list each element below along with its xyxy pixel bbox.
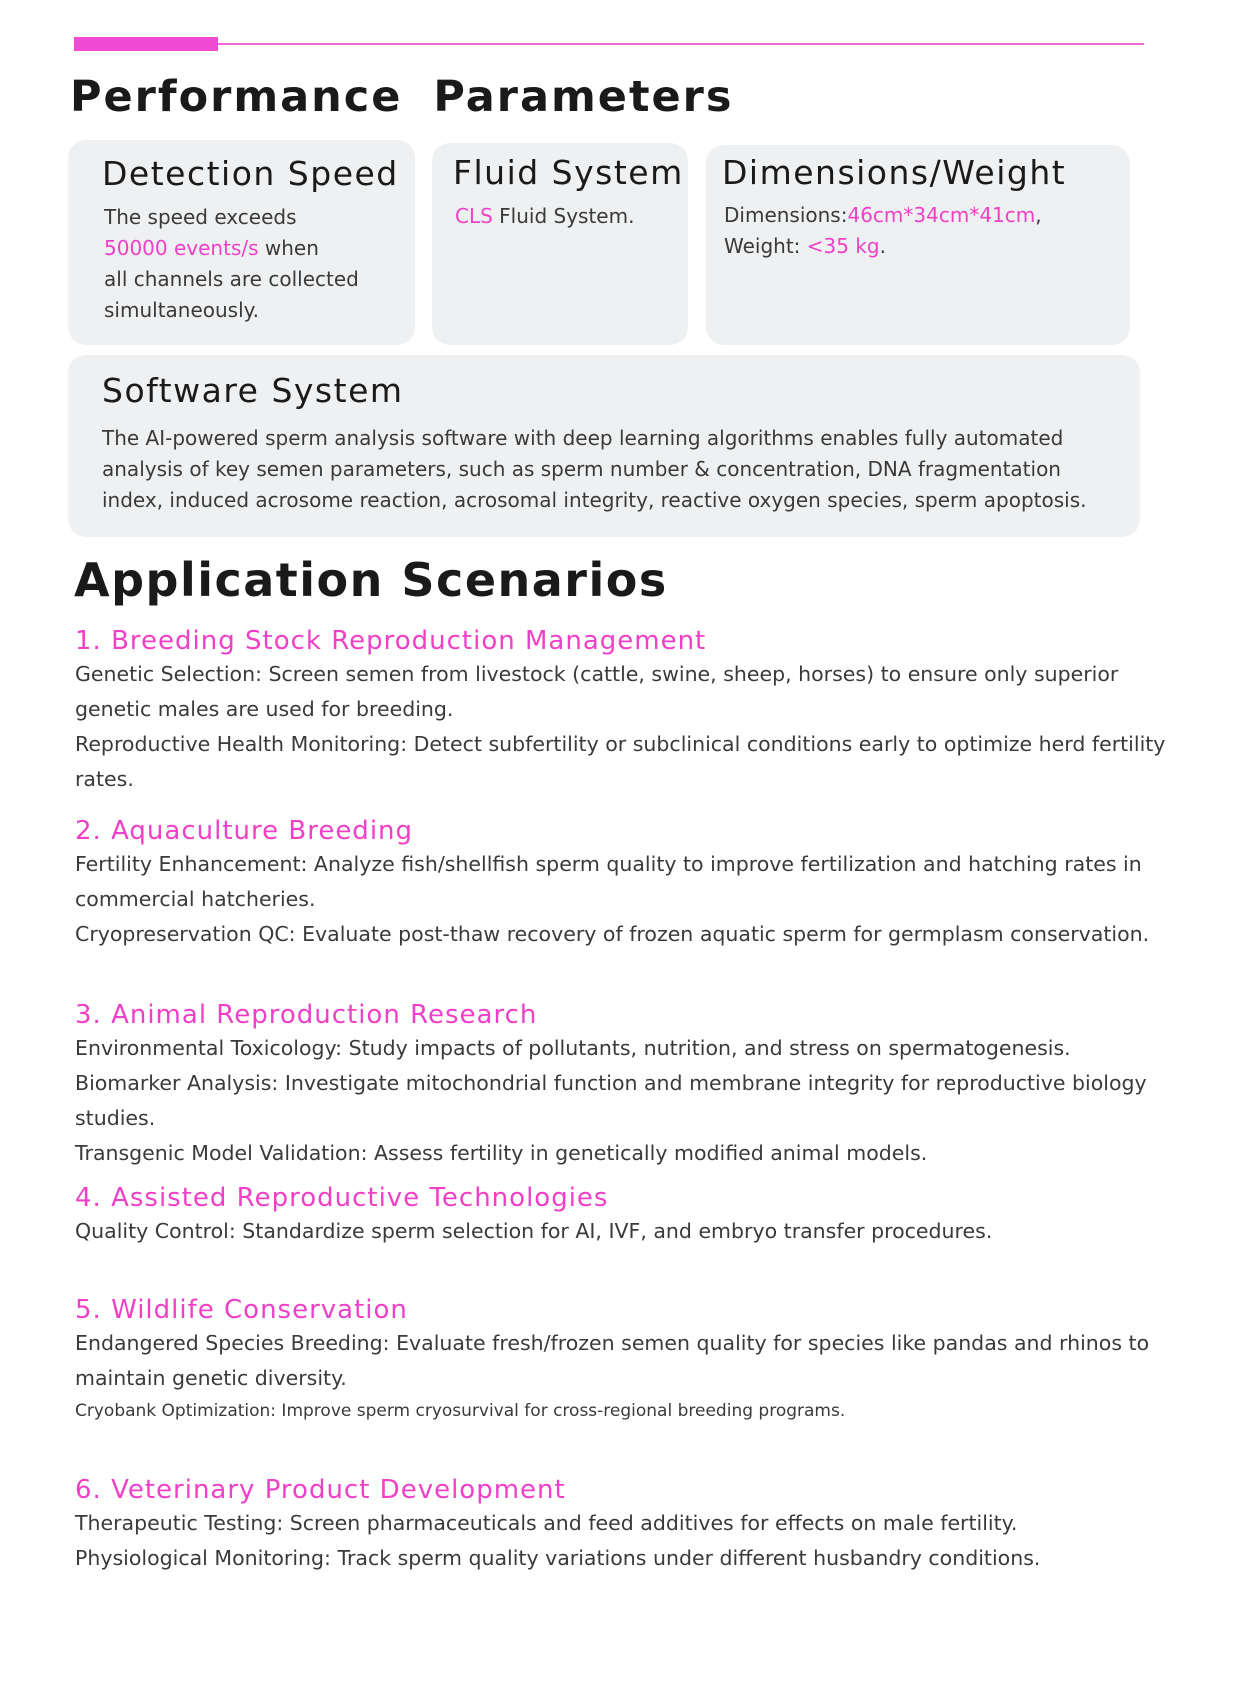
speed-line-2: when [258,236,319,260]
detection-speed-text [104,202,404,326]
scenario-line: Physiological Monitoring: Track sperm quality variations under different husbandry conditions. [75,1546,1041,1570]
top-divider-line [74,43,1144,45]
dimensions-weight-text [724,200,1042,262]
fluid-system-text [455,201,634,232]
fluid-rest: Fluid System. [492,204,635,228]
scenario-item [75,999,1195,1171]
speed-highlight: 50000 events/s [104,236,259,260]
scenario-line: Endangered Species Breeding: Evaluate fresh/frozen semen quality for species like pandas and rhinos to maintain genetic diversity. [75,1331,1150,1390]
scenario-heading: 1. Breeding Stock Reproduction Management [75,626,707,656]
scenario-heading: 2. Aquaculture Breeding [75,816,414,846]
scenario-item [75,1182,992,1249]
fluid-system-card [432,143,688,345]
weight-end: . [879,234,886,258]
weight-label: Weight: [724,234,801,258]
detection-speed-card [68,140,415,345]
fluid-system-title: Fluid System [453,153,684,192]
scenario-heading: 4. Assisted Reproductive Technologies [75,1183,609,1213]
fluid-highlight: CLS [455,204,493,228]
scenario-heading: 3. Animal Reproduction Research [75,1000,538,1030]
scenario-line: Quality Control: Standardize sperm selection for AI, IVF, and embryo transfer procedures. [75,1219,993,1243]
scenario-heading: 5. Wildlife Conservation [75,1295,408,1325]
scenario-line: Fertility Enhancement: Analyze fish/shellfish sperm quality to improve fertilization and hatching rates in commercial hatcheries. [75,852,1142,911]
scenario-line: Genetic Selection: Screen semen from livestock (cattle, swine, sheep, horses) to ensure only superior genetic males are used for breeding. [75,662,1119,721]
speed-line-4: simultaneously. [104,298,259,322]
dimensions-weight-card [706,145,1130,345]
software-system-title: Software System [102,371,404,410]
scenario-line: Therapeutic Testing: Screen pharmaceuticals and feed additives for effects on male fertility. [75,1511,1018,1535]
software-system-card [68,355,1140,537]
scenario-line: Reproductive Health Monitoring: Detect subfertility or subclinical conditions early to optimize herd fertility rates. [75,732,1166,791]
scenario-line: Environmental Toxicology: Study impacts of pollutants, nutrition, and stress on spermatogenesis. [75,1036,1071,1060]
dimensions-end: , [1035,203,1042,227]
scenario-line: Cryopreservation QC: Evaluate post-thaw recovery of frozen aquatic sperm for germplasm conservation. [75,922,1150,946]
performance-title: Performance Parameters [70,72,734,122]
dimensions-label: Dimensions: [724,203,848,227]
speed-line-3: all channels are collected [104,267,359,291]
detection-speed-title: Detection Speed [102,154,399,193]
scenario-item [75,1294,1195,1426]
scenario-heading: 6. Veterinary Product Development [75,1475,566,1505]
application-scenarios-title: Application Scenarios [74,553,668,607]
scenario-line: Transgenic Model Validation: Assess fertility in genetically modified animal models. [75,1141,928,1165]
dimensions-weight-title: Dimensions/Weight [722,153,1067,192]
scenario-line: Biomarker Analysis: Investigate mitochondrial function and membrane integrity for reproductive biology studies. [75,1071,1147,1130]
top-accent-bar [74,37,218,51]
weight-value: <35 kg [806,234,880,258]
scenario-line: Cryobank Optimization: Improve sperm cryosurvival for cross-regional breeding programs. [75,1401,846,1421]
scenario-item [75,815,1195,952]
scenario-item [75,625,1195,797]
speed-line-1: The speed exceeds [104,205,297,229]
dimensions-value: 46cm*34cm*41cm [847,203,1036,227]
software-system-text: The AI-powered sperm analysis software with deep learning algorithms enables fully automated analysis of key semen parameters, such as sperm number & concentration, DNA fragmentation index, induced acrosome reaction, acrosomal integrity, reactive oxygen species, sperm apoptosis. [102,426,1087,512]
scenario-item [75,1474,1040,1576]
